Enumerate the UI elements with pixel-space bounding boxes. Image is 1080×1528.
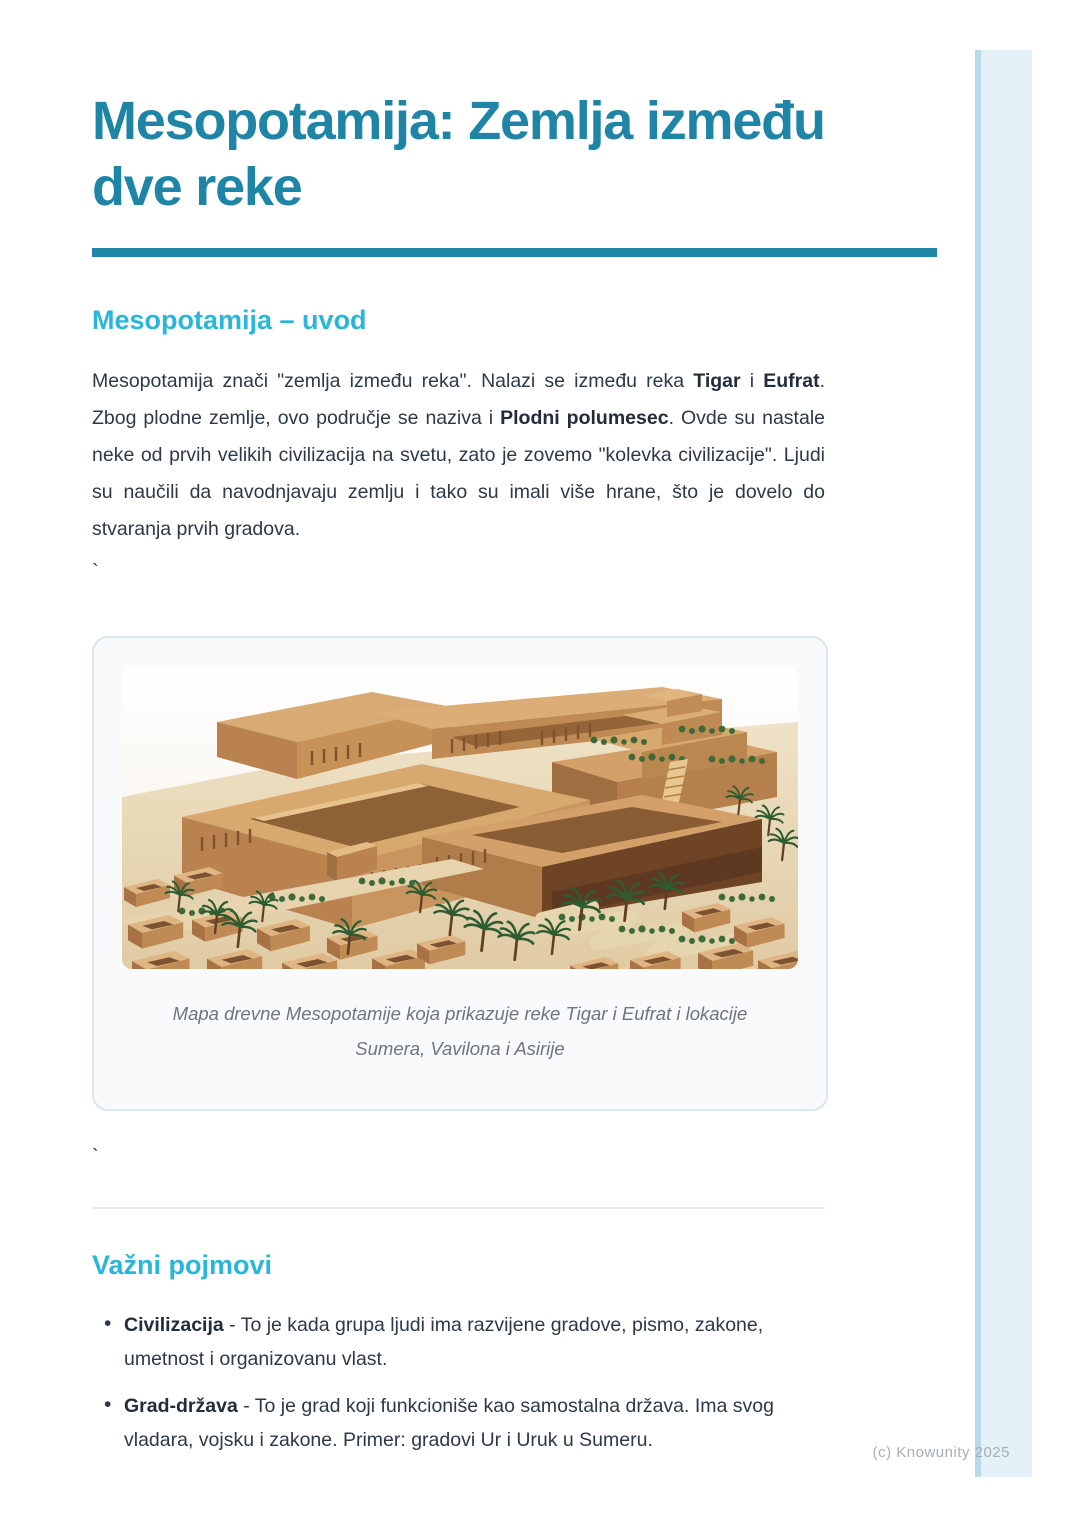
terms-list [92,1308,824,1457]
bold-term-tigar: Tigar [693,370,741,392]
page-title [92,88,937,220]
intro-text-segment: i [740,370,764,392]
list-item-civilizacija [124,1308,824,1376]
intro-text-segment: . Ovde su nastale neke od prvih velikih civilizacija na svetu, zato je zovemo "kolevka civilizacije". Ljudi su naučili da navodnjavaju zemlju i tako su imali više hrane, što je dovelo do stvaranja prvih gradova. [92,407,825,540]
bold-term-plodni-polumesec: Plodni polumesec [500,407,669,429]
page-title-line-1: Mesopotamija: Zemlja između [92,91,825,151]
figure-caption: Mapa drevne Mesopotamije koja prikazuje reke Tigar i Eufrat i lokacije Sumera, Vavilona i Asirije [172,1003,748,1059]
intro-text-segment: Mesopotamija znači "zemlja između reka". Nalazi se između reka [92,370,694,392]
intro-section-heading: Mesopotamija – uvod [92,305,367,335]
intro-text-segment: . Zbog plodne zemlje, ovo područje se naziva i [92,370,825,429]
section-divider [92,1207,825,1209]
mesopotamian-city-illustration [122,667,798,969]
figure-image-frame [122,667,798,969]
list-item-grad-drzava [124,1389,824,1457]
figure-card [92,636,828,1111]
right-accent-bar [975,50,1032,1477]
copyright-footer: (c) Knowunity 2025 [872,1444,1010,1461]
term-definition: - To je grad koji funkcioniše kao samostalna država. Ima svog vladara, vojsku i zakone. Primer: gradovi Ur i Uruk u Sumeru. [124,1395,774,1451]
terms-section-heading: Važni pojmovi [92,1250,273,1280]
intro-paragraph [92,363,825,548]
stray-backtick-2: ` [92,1146,99,1168]
term-label: Grad-država [124,1395,238,1417]
page-content [92,0,937,1470]
page-title-line-2: dve reke [92,157,302,217]
term-label: Civilizacija [124,1314,224,1336]
bold-term-eufrat: Eufrat [763,370,820,392]
title-underline-rule [92,248,937,257]
term-definition: - To je kada grupa ljudi ima razvijene gradove, pismo, zakone, umetnost i organizovanu vlast. [124,1314,764,1370]
stray-backtick-1: ` [92,561,99,583]
